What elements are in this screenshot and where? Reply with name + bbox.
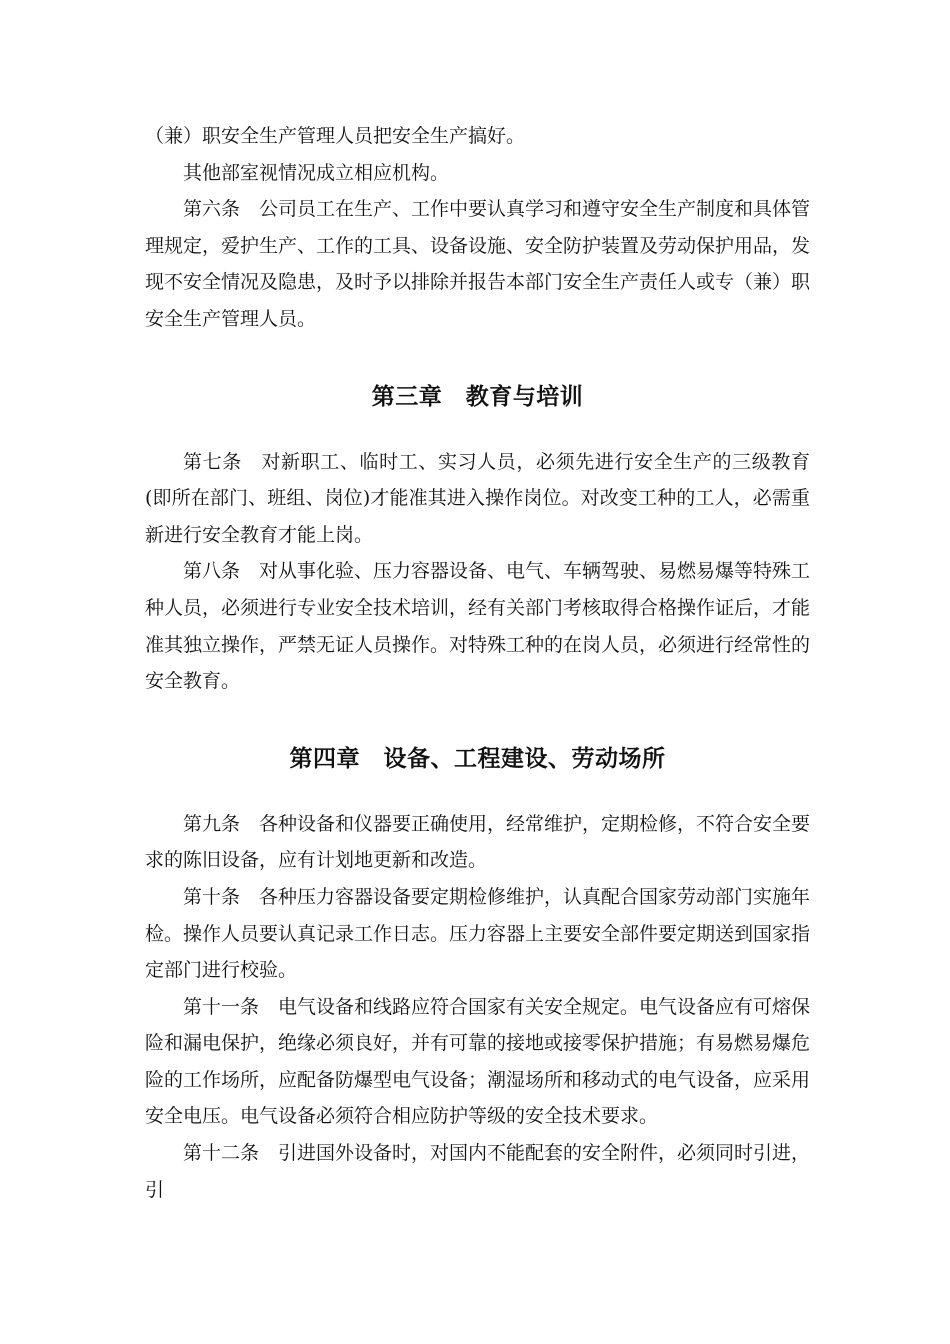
article-8: 第八条 对从事化验、压力容器设备、电气、车辆驾驶、易燃易爆等特殊工种人员，必须进行专业安全技术培训，经有关部门考核取得合格操作证后，才能准其独立操作，严禁无证人员操作。对特殊工种的在岗人员，必须进行经常性的安全教育。	[145, 560, 811, 693]
chapter-3-title: 第三章 教育与培训	[371, 382, 584, 410]
article-9: 第九条 各种设备和仪器要正确使用，经常维护，定期检修，不符合安全要求的陈旧设备，应有计划地更新和改造。	[145, 812, 811, 872]
paragraph-continuation: （兼）职安全生产管理人员把安全生产搞好。	[145, 125, 526, 147]
document-page	[145, 118, 810, 1208]
article-12: 第十二条 引进国外设备时，对国内不能配套的安全附件，必须同时引进，引	[145, 1142, 811, 1201]
article-6: 第六条 公司员工在生产、工作中要认真学习和遵守安全生产制度和具体管理规定，爱护生产、工作的工具、设备设施、安全防护装置及劳动保护用品，发现不安全情况及隐患，及时予以排除并报告本部门安全生产责任人或专（兼）职安全生产管理人员。	[145, 198, 811, 330]
article-10: 第十条 各种压力容器设备要定期检修维护，认真配合国家劳动部门实施年检。操作人员要认真记录工作日志。压力容器上主要安全部件要定期送到国家指定部门进行校验。	[145, 885, 811, 982]
paragraph-other-departments: 其他部室视情况成立相应机构。	[183, 161, 450, 184]
chapter-4-title: 第四章 设备、工程建设、劳动场所	[289, 744, 666, 772]
article-11: 第十一条 电气设备和线路应符合国家有关安全规定。电气设备应有可熔保险和漏电保护，绝缘必须良好，并有可靠的接地或接零保护措施；有易燃易爆危险的工作场所，应配备防爆型电气设备；潮湿场所和移动式的电气设备，应采用安全电压。电气设备必须符合相应防护等级的安全技术要求。	[145, 995, 811, 1128]
article-7: 第七条 对新职工、临时工、实习人员，必须先进行安全生产的三级教育(即所在部门、班组、岗位)才能准其进入操作岗位。对改变工种的工人，必需重新进行安全教育才能上岗。	[145, 450, 810, 546]
